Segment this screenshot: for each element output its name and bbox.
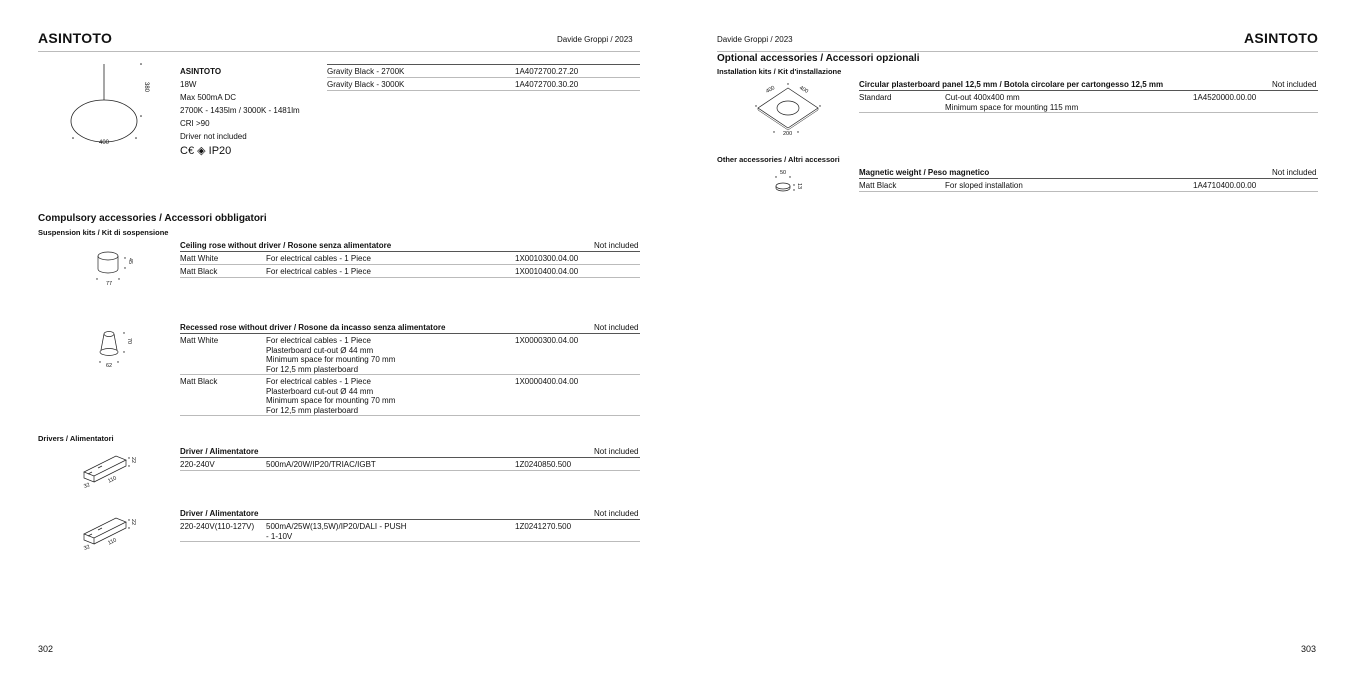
table-row-finish: Matt Black — [180, 267, 218, 276]
table-row-code: 1A4710400.00.00 — [1193, 181, 1257, 190]
table-row-finish: Matt White — [180, 254, 219, 263]
table-row-code: 1X0000300.04.00 — [515, 336, 579, 345]
driver-title: Driver / Alimentatore — [180, 509, 259, 518]
right-page-number: 303 — [1301, 644, 1317, 654]
driver-height-dim: 22 — [130, 456, 137, 464]
table-row-desc: For electrical cables - 1 Piece Plasterboard cut-out Ø 44 mm Minimum space for mounting 70 mm For 12,5 mm plasterboard — [266, 336, 396, 374]
certification-marks: C€ ◈ IP20 — [180, 145, 232, 157]
driver-voltage: 220-240V(110-127V) — [180, 522, 255, 531]
driver-depth-dim: 32 — [83, 482, 91, 490]
driver-title: Driver / Alimentatore — [180, 447, 259, 456]
table-row-desc: For electrical cables - 1 Piece Plasterboard cut-out Ø 44 mm Minimum space for mounting 70 mm For 12,5 mm plasterboard — [266, 377, 396, 415]
pendant-lamp-drawing — [62, 58, 162, 150]
driver-status: Not included — [594, 509, 639, 518]
driver-voltage: 220-240V — [180, 460, 215, 469]
driver-length-dim: 110 — [107, 537, 118, 547]
variant-code: 1A4072700.27.20 — [515, 67, 579, 76]
driver-length-dim: 110 — [107, 475, 118, 485]
panel-title: Circular plasterboard panel 12,5 mm / Botola circolare per cartongesso 12,5 mm — [859, 80, 1164, 89]
left-page-number: 302 — [38, 644, 54, 654]
table-row-desc: For sloped installation — [945, 181, 1023, 190]
plasterboard-panel-drawing — [752, 80, 826, 138]
driver-status: Not included — [594, 447, 639, 456]
driver-code: 1Z0240850.500 — [515, 460, 572, 469]
panel-status: Not included — [1272, 80, 1317, 89]
suspension-kits-label: Suspension kits / Kit di sospensione — [38, 228, 169, 237]
panel-depth-dim: 400 — [798, 85, 810, 95]
drivers-label: Drivers / Alimentatori — [38, 434, 114, 443]
driver-desc: 500mA/20W/IP20/TRIAC/IGBT — [266, 460, 376, 469]
left-designer: Davide Groppi / 2023 — [557, 35, 633, 44]
table-row-code: 1X0010300.04.00 — [515, 254, 579, 263]
table-row-finish: Matt Black — [180, 377, 218, 386]
panel-width-dim: 400 — [765, 85, 777, 95]
driver-code: 1Z0241270.500 — [515, 522, 572, 531]
table-row-desc: For electrical cables - 1 Piece — [266, 254, 371, 263]
optional-accessories-title: Optional accessories / Accessori opzionali — [717, 53, 920, 64]
magnetic-weight-height-dim: 13 — [796, 182, 803, 190]
table-row-finish: Standard — [859, 93, 892, 102]
magnetic-weight-diameter-dim: 50 — [780, 170, 787, 176]
product-name: ASINTOTO — [180, 67, 222, 76]
recessed-rose-height-dim: 70 — [126, 337, 133, 345]
spec-power: 18W — [180, 80, 197, 89]
table-row-finish: Matt White — [180, 336, 219, 345]
ceiling-rose-status: Not included — [594, 241, 639, 250]
spec-current: Max 500mA DC — [180, 93, 237, 102]
spec-lumen: 2700K - 1435lm / 3000K - 1481lm — [180, 106, 300, 115]
ceiling-rose-drawing — [92, 248, 138, 288]
table-row-finish: Matt Black — [859, 181, 897, 190]
driver-height-dim: 22 — [130, 518, 137, 526]
driver-desc: 500mA/25W(13,5W)/IP20/DALI - PUSH - 1-10V — [266, 522, 407, 541]
spec-cri: CRI >90 — [180, 119, 210, 128]
spec-driver: Driver not included — [180, 132, 247, 141]
table-row-code: 1A4520000.00.00 — [1193, 93, 1257, 102]
table-row-desc: Cut-out 400x400 mm Minimum space for mounting 115 mm — [945, 93, 1079, 112]
right-designer: Davide Groppi / 2023 — [717, 35, 793, 44]
other-accessories-label: Other accessories / Altri accessori — [717, 155, 840, 164]
variant-code: 1A4072700.30.20 — [515, 80, 579, 89]
panel-cut-dim: 200 — [783, 131, 793, 137]
table-row-code: 1X0010400.04.00 — [515, 267, 579, 276]
variant-finish: Gravity Black - 3000K — [327, 80, 405, 89]
ceiling-rose-height-dim: 45 — [127, 257, 134, 265]
lamp-height-dim: 380 — [143, 81, 150, 93]
lamp-diameter-dim: 400 — [99, 140, 110, 146]
installation-kits-label: Installation kits / Kit d'installazione — [717, 67, 842, 76]
magnetic-weight-title: Magnetic weight / Peso magnetico — [859, 168, 990, 177]
right-page-title: ASINTOTO — [1244, 30, 1319, 46]
magnetic-weight-status: Not included — [1272, 168, 1317, 177]
table-row-desc: For electrical cables - 1 Piece — [266, 267, 371, 276]
ceiling-rose-width-dim: 77 — [106, 281, 113, 287]
table-row-code: 1X0000400.04.00 — [515, 377, 579, 386]
compulsory-accessories-title: Compulsory accessories / Accessori obbligatori — [38, 213, 267, 224]
driver-depth-dim: 32 — [83, 544, 91, 552]
variant-finish: Gravity Black - 2700K — [327, 67, 405, 76]
ceiling-rose-title: Ceiling rose without driver / Rosone senza alimentatore — [180, 241, 392, 250]
left-page-title: ASINTOTO — [38, 30, 113, 46]
recessed-rose-drawing — [95, 328, 135, 370]
recessed-rose-status: Not included — [594, 323, 639, 332]
recessed-rose-title: Recessed rose without driver / Rosone da incasso senza alimentatore — [180, 323, 446, 332]
recessed-rose-width-dim: 62 — [106, 363, 113, 369]
